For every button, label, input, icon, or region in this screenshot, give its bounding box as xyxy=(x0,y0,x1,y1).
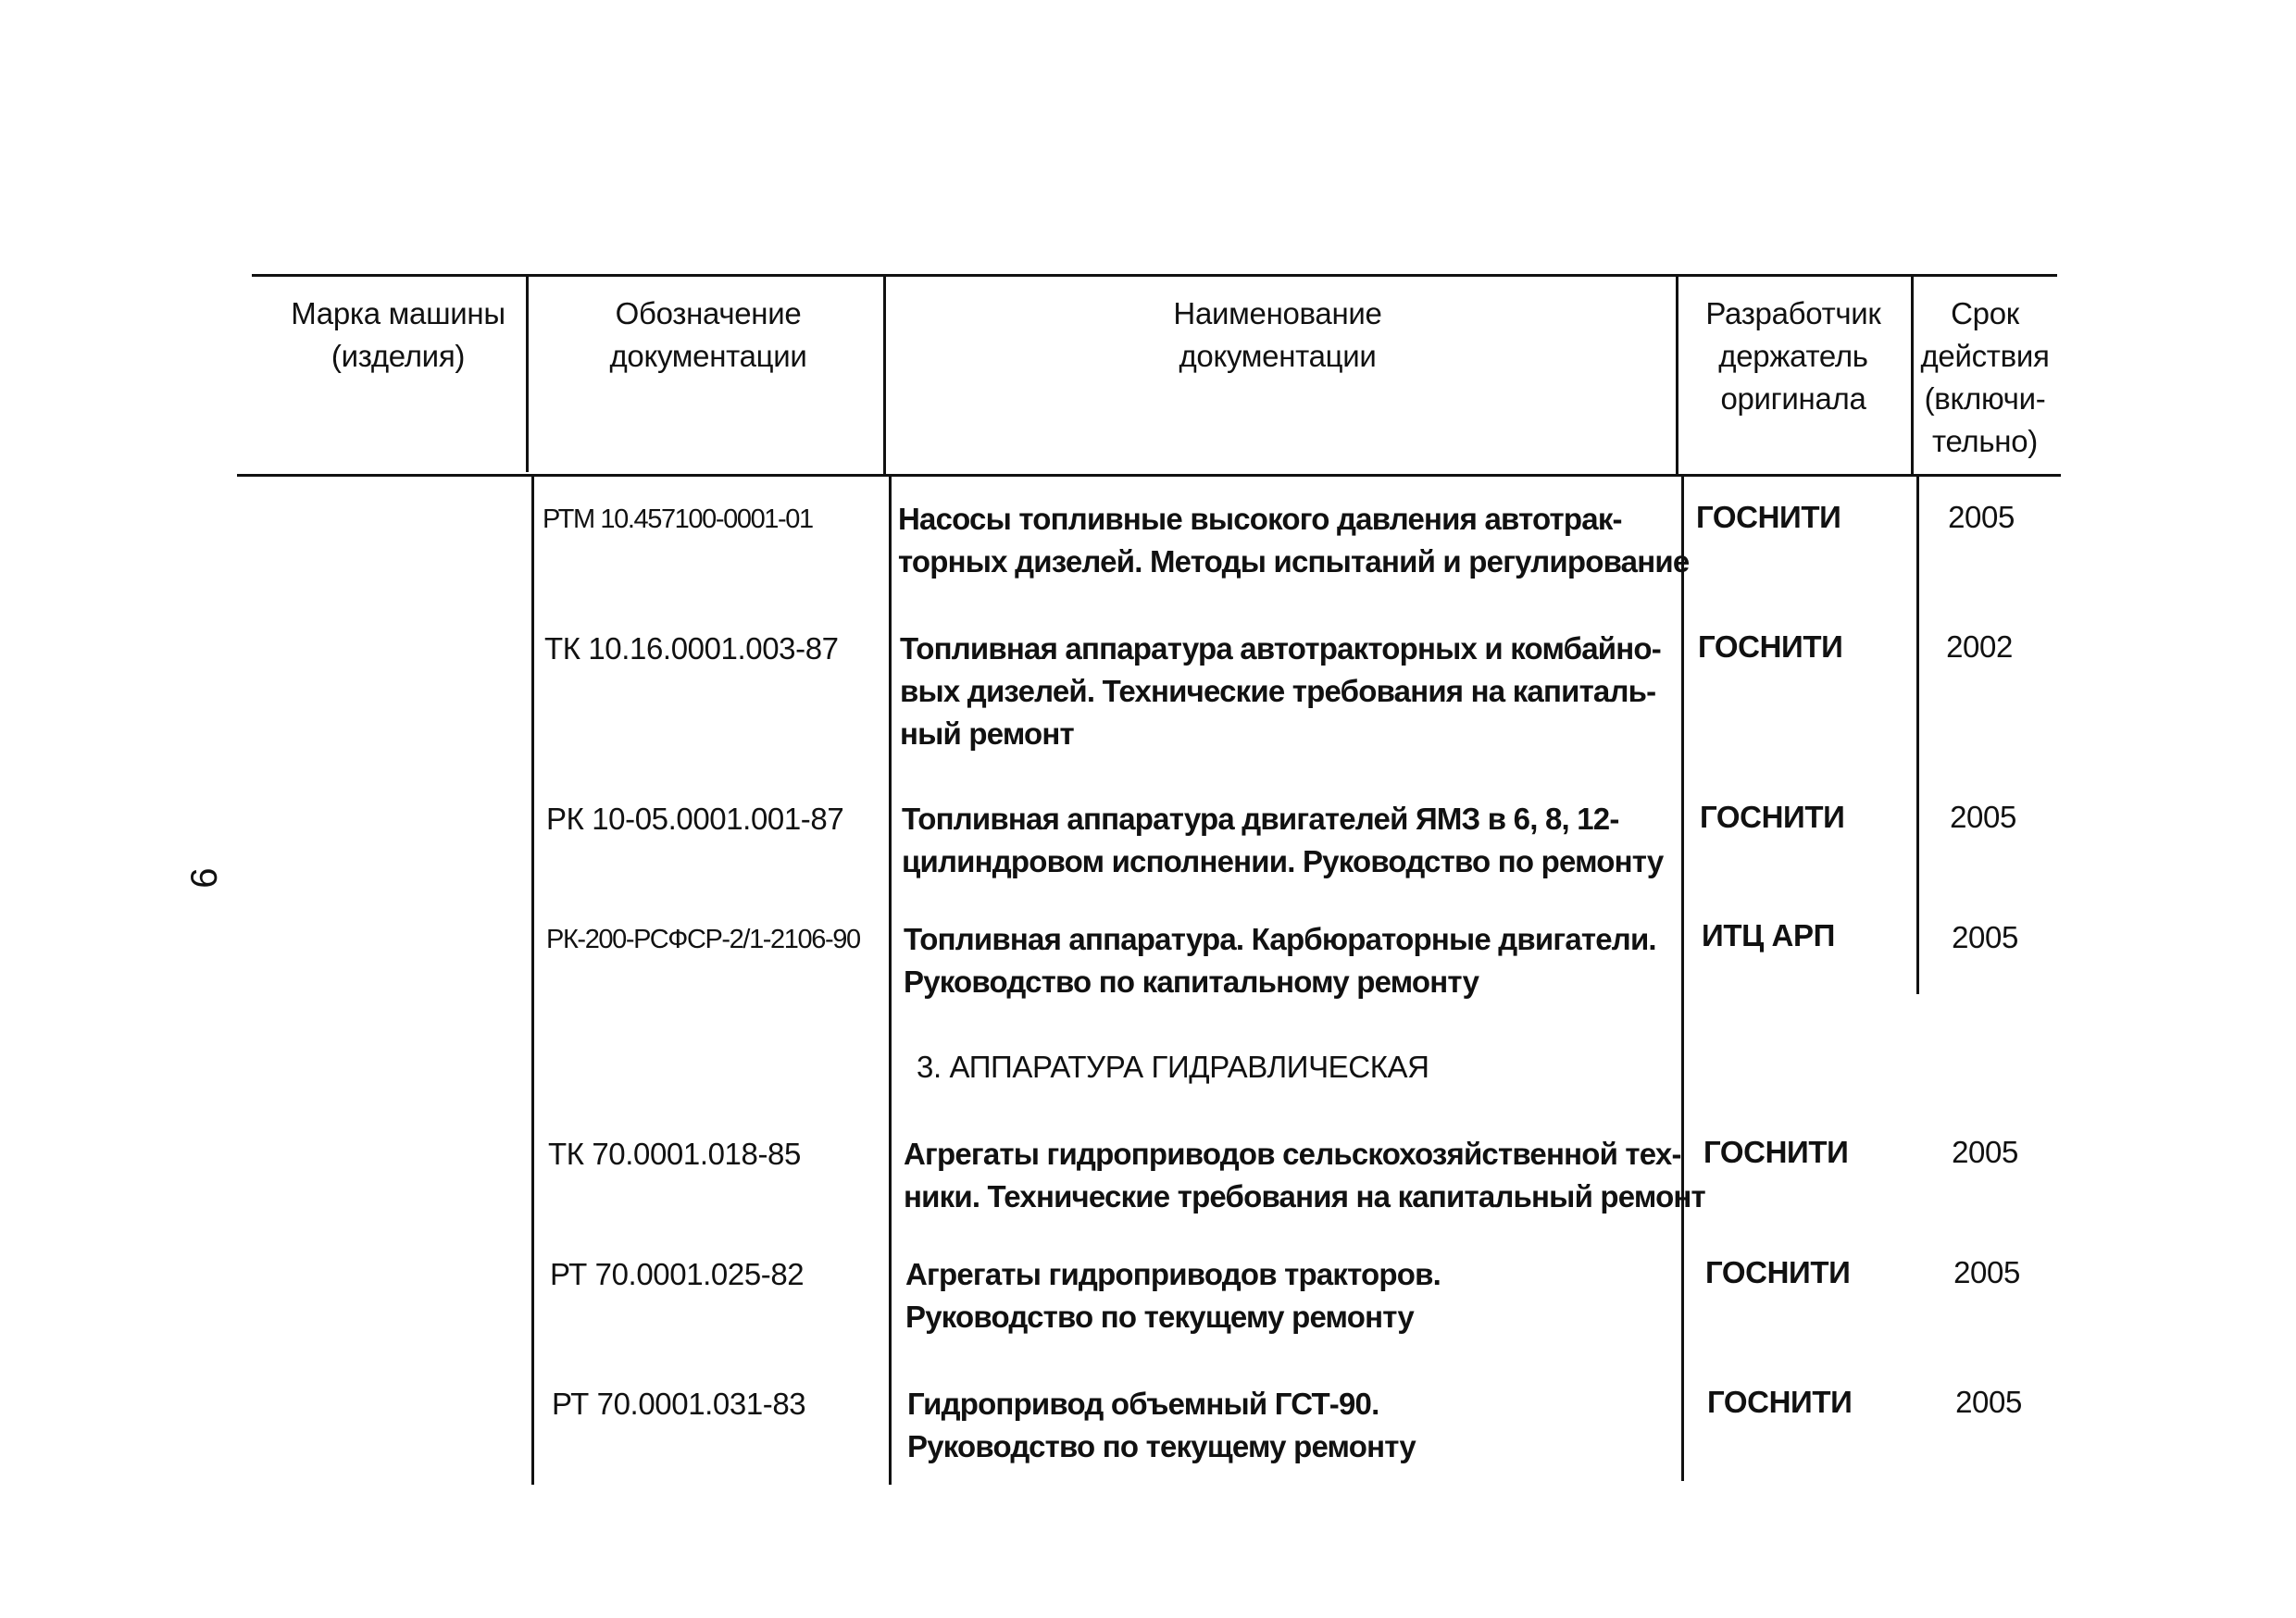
row-year: 2005 xyxy=(1948,500,2015,534)
header-machine: Марка машины (изделия) xyxy=(291,296,505,373)
section-heading: 3. АППАРАТУРА ГИДРАВЛИЧЕСКАЯ xyxy=(917,1050,1429,1084)
row-name: Агрегаты гидроприводов сельскохозяйственной тех- ники. Технические требования на капитальный ремонт xyxy=(904,1137,1705,1214)
table-header-rule xyxy=(237,474,2061,477)
row-name: Топливная аппаратура двигателей ЯМЗ в 6, 8, 12- цилиндровом исполнении. Руководство по ремонту xyxy=(902,802,1664,878)
row-name: Топливная аппаратура автотракторных и комбайно- вых дизелей. Технические требования на капиталь- ный ремонт xyxy=(900,631,1661,751)
column-divider xyxy=(889,476,892,1485)
row-name: Насосы топливные высокого давления автотрак- торных дизелей. Методы испытаний и регулирование xyxy=(898,502,1690,579)
header-validity: Срок действия (включи- тельно) xyxy=(1920,296,2050,458)
row-year: 2005 xyxy=(1952,1135,2018,1169)
table-top-rule xyxy=(252,274,2057,277)
page-number: 9 xyxy=(182,867,224,889)
header-designation: Обозначение документации xyxy=(609,296,807,373)
row-year: 2005 xyxy=(1953,1255,2020,1289)
column-divider xyxy=(883,274,886,474)
row-code: ТК 10.16.0001.003-87 xyxy=(544,631,839,666)
row-year: 2002 xyxy=(1946,629,2013,664)
row-developer: ГОСНИТИ xyxy=(1696,500,1841,534)
row-developer: ИТЦ АРП xyxy=(1702,918,1835,952)
row-code: ТК 70.0001.018-85 xyxy=(548,1137,801,1171)
header-developer: Разработчик держатель оригинала xyxy=(1705,296,1881,416)
row-year: 2005 xyxy=(1950,800,2016,834)
row-year: 2005 xyxy=(1955,1385,2022,1419)
row-code: РТМ 10.457100-0001-01 xyxy=(543,504,813,534)
row-code: РК 10-05.0001.001-87 xyxy=(546,802,844,836)
row-name: Гидропривод объемный ГСТ-90. Руководство по текущему ремонту xyxy=(907,1387,1416,1463)
column-divider xyxy=(531,476,534,1485)
row-developer: ГОСНИТИ xyxy=(1705,1255,1851,1289)
row-developer: ГОСНИТИ xyxy=(1700,800,1845,834)
row-developer: ГОСНИТИ xyxy=(1707,1385,1853,1419)
row-developer: ГОСНИТИ xyxy=(1698,629,1843,664)
row-name: Агрегаты гидроприводов тракторов. Руководство по текущему ремонту xyxy=(905,1257,1441,1334)
row-code: РТ 70.0001.031-83 xyxy=(552,1387,806,1421)
row-name: Топливная аппаратура. Карбюраторные двигатели. Руководство по капитальному ремонту xyxy=(904,922,1656,999)
row-code: РК-200-РСФСР-2/1-2106-90 xyxy=(546,925,860,954)
header-name: Наименование документации xyxy=(1173,296,1382,373)
row-year: 2005 xyxy=(1952,920,2018,954)
row-developer: ГОСНИТИ xyxy=(1703,1135,1849,1169)
row-code: РТ 70.0001.025-82 xyxy=(550,1257,805,1291)
